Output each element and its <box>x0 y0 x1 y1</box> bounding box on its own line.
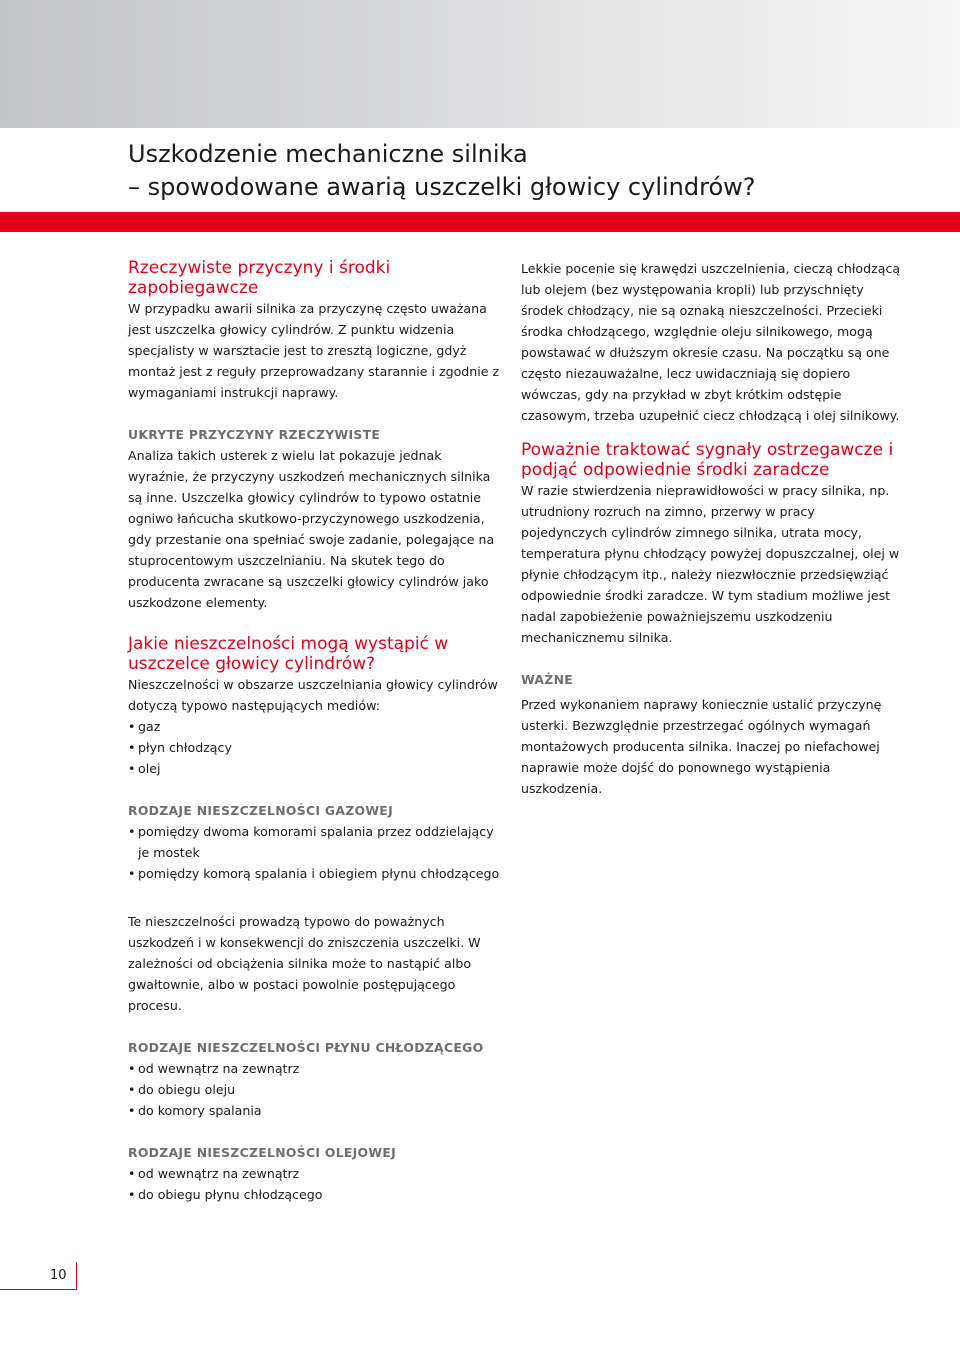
analysis-paragraph: Analiza takich usterek z wielu lat pokazuje jednak wyraźnie, że przyczyny uszkodzeń mechanicznych silnika są inne. Uszczelka głowicy cylindrów to typowo ostatnie ogniwo łańcucha skutkowo-przyczynowego uszkodzenia, gdy przestanie ona spełniać swoje zadanie, polegające na stuprocentowym uszczelnianiu. Na skutek tego do producenta zwracane są uszczelki głowicy cylindrów jako uszkodzone elementy. <box>128 448 495 610</box>
media-list <box>128 716 500 779</box>
consequence-paragraph: Te nieszczelności prowadzą typowo do poważnych uszkodzeń i w konsekwencji do zniszczenia uszczelki. W zależności od obciążenia silnika może to nastąpić albo gwałtownie, albo w postaci powolnie postępującego procesu. <box>128 914 481 1013</box>
list-item: • od wewnątrz na zewnątrz <box>128 1163 500 1184</box>
list-item: • od wewnątrz na zewnątrz <box>128 1058 500 1079</box>
left-column <box>128 258 500 884</box>
sweating-paragraph: Lekkie pocenie się krawędzi uszczelnienia, cieczą chłodzącą lub olejem (bez występowania kropli) lub przyschnięty środek chłodzący, nie są oznaką nieszczelności. Przecieki środka chłodzącego, względnie oleju silnikowego, mogą powstawać w dłuższym okresie czasu. Na początku są one często niezauważalne, lecz uwidaczniają się dopiero wówczas, gdy na przykład w zbyt krótkim odstępie czasowym, trzeba uzupełnić ciecz chłodzącą i olej silnikowy. <box>521 261 901 423</box>
heading-real-causes: Rzeczywiste przyczyny i środki zapobiegawcze <box>128 258 391 298</box>
gas-leak-list <box>128 821 500 884</box>
page-title-line2: – spowodowane awarią uszczelki głowicy cylindrów? <box>128 173 756 201</box>
subheading-important: WAŻNE <box>521 672 574 687</box>
heading-warning-signals: Poważnie traktować sygnały ostrzegawcze i podjąć odpowiednie środki zaradcze <box>521 440 894 480</box>
intro-paragraph: W przypadku awarii silnika za przyczynę często uważana jest uszczelka głowicy cylindrów. Z punktu widzenia specjalisty w warsztacie jest to zresztą logiczne, gdyż montaż jest z reguły przeprowadzany starannie i zgodnie z wymaganiami instrukcji naprawy. <box>128 301 500 400</box>
subheading-hidden-causes: UKRYTE PRZYCZYNY RZECZYWISTE <box>128 427 381 442</box>
page-title-line1: Uszkodzenie mechaniczne silnika <box>128 140 528 168</box>
subheading-coolant-leaks: RODZAJE NIESZCZELNOŚCI PŁYNU CHŁODZĄCEGO <box>128 1040 484 1055</box>
subheading-oil-leaks: RODZAJE NIESZCZELNOŚCI OLEJOWEJ <box>128 1145 397 1160</box>
warning-paragraph: W razie stwierdzenia nieprawidłowości w pracy silnika, np. utrudniony rozruch na zimno, przerwy w pracy pojedynczych cylindrów zimnego silnika, utrata mocy, temperatura płynu chłodzący powyżej dopuszczalnej, olej w płynie chłodzącym itp., należy niezwłocznie przedsięwziąć odpowiednie środki zaradcze. W tym stadium możliwe jest nadal zapobieżenie poważniejszemu uszkodzeniu mechanicznemu silnika. <box>521 483 900 645</box>
list-item: • pomiędzy dwoma komorami spalania przez oddzielający je mostek <box>128 821 500 863</box>
heading-leak-types: Jakie nieszczelności mogą wystąpić w uszczelce głowicy cylindrów? <box>128 634 449 674</box>
header-gradient-band <box>0 0 960 128</box>
red-accent-bar <box>0 212 960 232</box>
page-number-rule-vertical <box>76 1262 77 1290</box>
page-title <box>128 138 928 204</box>
list-item: • pomiędzy komorą spalania i obiegiem płynu chłodzącego <box>128 863 500 884</box>
left-column-bottom <box>128 911 500 1205</box>
list-item: • olej <box>128 758 500 779</box>
list-item: • płyn chłodzący <box>128 737 500 758</box>
list-item: • do obiegu płynu chłodzącego <box>128 1184 500 1205</box>
list-item: • do obiegu oleju <box>128 1079 500 1100</box>
media-intro-paragraph: Nieszczelności w obszarze uszczelniania głowicy cylindrów dotyczą typowo następujących mediów: <box>128 677 498 713</box>
oil-leak-list <box>128 1163 500 1205</box>
important-paragraph: Przed wykonaniem naprawy koniecznie ustalić przyczynę usterki. Bezwzględnie przestrzegać ogólnych wymagań montażowych producenta silnika. Inaczej po niefachowej naprawie może dojść do ponownego wystąpienia uszkodzenia. <box>521 697 882 796</box>
coolant-leak-list <box>128 1058 500 1121</box>
subheading-gas-leaks: RODZAJE NIESZCZELNOŚCI GAZOWEJ <box>128 803 393 818</box>
page-number-rule-horizontal <box>0 1289 77 1290</box>
list-item: • do komory spalania <box>128 1100 500 1121</box>
right-column <box>521 258 901 799</box>
list-item: • gaz <box>128 716 500 737</box>
page-number: 10 <box>50 1268 67 1283</box>
